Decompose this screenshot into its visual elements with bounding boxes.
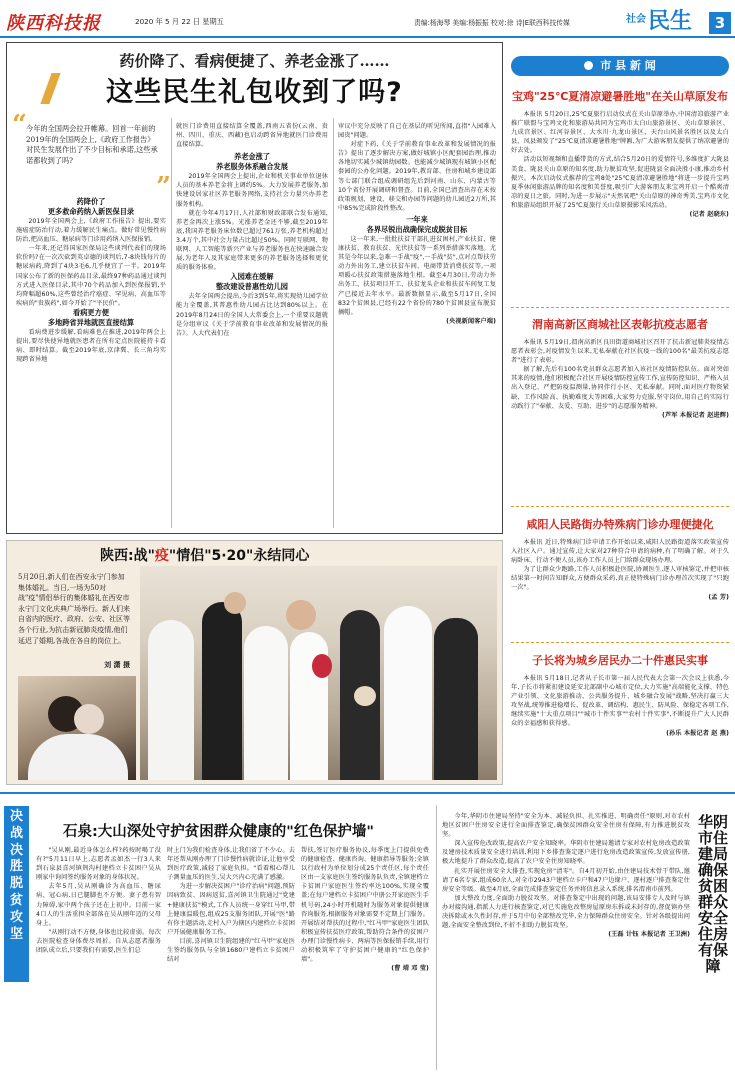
paragraph: 一年来,还记得国家医保局这些谈判代表们的现场软价吗?在一次次砍到英卓德的谈判后,7-8块钱每片的糖尿病药,降到了4块3毛6,几乎便宜了一半。2019年国家公布了新的医保药品目录,最终97种药品通过谈判方式进入医保目录,其中70个药品加入到医保报销,平均降幅超60%,这些曾经治疗癌症、罕见病、高血压等疾病的"贵族药",如今开始了"平民价"。 xyxy=(16,245,166,307)
photo-credit: 刘 潇 摄 xyxy=(104,661,130,669)
open-quote-icon: “ xyxy=(12,110,27,140)
bottom-column-2 xyxy=(167,846,295,964)
column-divider xyxy=(171,118,172,528)
news-byline: (记者 赵晓东) xyxy=(689,211,729,219)
byline: (曹 靖 邓 莹) xyxy=(391,965,429,973)
news-divider xyxy=(511,642,729,643)
column-divider xyxy=(333,118,334,528)
feature-kicker: 药价降了、看病便捷了、养老金涨了…… xyxy=(119,52,390,70)
paragraph: 目前,喜河镇卫生院组建的"红马甲"家庭医生签约服务队与全镇1680户建档立卡贫困户结对 xyxy=(167,937,295,964)
paragraph: 加大整改力度,全面助力脱贫攻坚。对排查鉴定中出现的问题,该局安排专人及时与镇办对接沟通,指派人力进行核查鉴定,对已实施危改整房屋原房东拆或未封存的,督促镇办坚决拆除或永久性封存,并于5月中旬全部整改完毕,全力保障群众住房安全。针对各级提出问题,全面安全整改到位,不折不扣助力脱贫攻坚。 xyxy=(442,894,690,930)
news-byline: (孟 芳) xyxy=(708,593,729,601)
news-body: 据了解,先后有100名党员群众志愿者加入该社区疫情防控队伍。面对突如其来的疫情,他们积极配合社区开展疫情防控宣传工作,宣传防控知识、严格入员出入登记、严把防疫温测量,协同伴行小区、无私奉献。同时,面对医疗物资紧缺、工作风险高、执勤难度大等困难,大家努力克服,坚守岗位,用自己的实际行动践行了"奉献、友爱、互助、进步"的志愿服务精神。 xyxy=(511,366,729,410)
bottom-column-3 xyxy=(301,846,429,973)
news-body: 活动以短视频和直播带货的方式,结合5月20日的爱情符号,多维度扩大陇县美食、陇县关山草原的知名度,助力脱贫攻坚,促进陇县全面决胜小康,推动乡村振兴。本次启动仪式推荐的宝鸡8处"25℃夏清凉避暑胜地"将进一步提升宝鸡夏季休闲旅游品牌的知名度和美誉度,吸引广大游客朋友来宝鸡开启一个酷爽清凉的夏日之旅。同时,为进一步展示"天然氧吧"关山草原的神奇秀美,宝鸡市文化和旅游局组织开展了25℃夏旅行关山草原摄影采风活动。 xyxy=(511,156,729,209)
column-divider xyxy=(436,805,437,1070)
masthead xyxy=(0,0,735,38)
news-item-3 xyxy=(511,516,729,602)
paragraph: 看病费进步缓解,看病难也在推进,2019年两会上提出,要尽快使异地就医患者在所有定点医院能持卡看病、即时结算。截至2019年底,京津冀、长三角均实现跨省异地 xyxy=(16,328,166,364)
bottom-column-4 xyxy=(442,812,690,939)
photo-story-title xyxy=(100,545,500,565)
paragraph: "吴从刚,最近身体怎么样?药按时喝了没有?"5月11日早上,志愿者孟如杰一行3人来到石泉县喜河镇荆沟村建档立卡贫困户吴从刚家中询问签约服务对象的身体状况。 xyxy=(36,847,161,882)
title-part: 陕西:战" xyxy=(100,548,155,564)
news-headline: 宝鸡"25℃夏清凉避暑胜地"在关山草原发布 xyxy=(511,90,729,103)
paragraph: 2019年全国两会上提出,企业和机关事业单位退休人员的基本养老金将上调约5%。大力发展养老服务,加快建设居家社区养老服务网络,支持社会力量兴办养老服务机构。 xyxy=(176,173,328,208)
feature-intro: 今年的全国两会拉开帷幕。回首一年前的2019年的全国两会上,《政府工作报告》对民生发展作出了不少目标和承诺,这些承诺都收到了吗? xyxy=(26,124,158,165)
subhead: 各界尽锐出战确保完成脱贫目标 xyxy=(366,224,468,234)
city-news-label: 市 县 新 闻 xyxy=(600,59,656,72)
paragraph: 审议中充分反映了自己在基层的听见所闻,直指"入园难入园贵"问题。 xyxy=(338,123,496,140)
photo-couple-kiss xyxy=(18,676,136,780)
news-item-2 xyxy=(511,316,729,420)
news-divider xyxy=(511,506,729,507)
bottom-headline: 石泉:大山深处守护贫困群众健康的"红色保护墙" xyxy=(63,824,374,840)
newspaper-logo: 陕西科技报 xyxy=(6,13,101,34)
title-part: "情侣"5·20"永结同心 xyxy=(168,548,310,564)
news-headline: 子长将为城乡居民办二十件惠民实事 xyxy=(532,654,708,667)
subhead: 多地跨省异地就医直接结算 xyxy=(47,317,135,327)
paragraph: 就在今年4月17日,人社部和财政部联合发布通知,养老金再次上涨5%。光涨养老金还不够,截至2019年底,我国养老服务床位数已超过761万张,养老机构超过3.4万个,其中社会力量占比超过50%。同时互联网、物联网、人工智能等新兴产业与养老服务也在快速融合发展,为老年人及其家庭带来更多的养老服务选择和更优质的服务体验。 xyxy=(176,209,329,272)
subhead: 养老服务体系融合发展 xyxy=(216,162,288,172)
news-body: 本报讯 5月18日,记者从子长市第一届人民代表大会第一次会议上获悉,今年,子长市将紧扣建设延安北部副中心城市定位,大力实施"高端能化支撑、特色产业引领、文化旅游推动、公共服务提升、城乡融合发展"战略,坚决打赢三大攻坚战,统筹推进稳增长、促改革、调结构、惠民生、防风险、保稳定各项工作,继续实施"十大重点项目""城市十件实事""农村十件实事",不断提升广大人民群众的幸福感和获得感。 xyxy=(511,675,729,728)
paragraph: 扎实开展住房安全大排查,实现危房"清零"。自4月初开始,由住建局技术骨干带队,邀请了6名专家,组成60余人,对全市2943户建档立卡户和47户边缘户、逐村逐户排查鉴定住房安全等级。截至4月底,全面完成排查鉴定任务并将信息录入系统,排名渭南市前列。 xyxy=(442,867,690,893)
news-body: 本报讯 近日,特殊病门诊申请工作开始以来,咸阳人民路街道落实政策宣传入社区入户。通过宣传,让大家对27种符合申请的病种,有了明确了解。对于久病卧床、行动不便人员,该办工作人员上门给群众现场办理。 xyxy=(511,539,729,565)
paragraph: 今年,华阴市住建局坚持"安全为本、减轻负担、扎实推进、明确责任"原则,对市农村地区贫困户住房安全进行全面排查鉴定,确保贫困群众安全住房有保障,有力推进脱贫攻坚。 xyxy=(442,813,690,839)
feature-column-1 xyxy=(16,197,166,364)
paragraph: 2019年全国两会上,《政府工作报告》提出,要实施癌症防治行动,着力缓解民生痛点。做好常见慢性病防治,把高血压、糖尿病等门诊用药纳入医保报销。 xyxy=(16,218,166,244)
news-divider xyxy=(511,307,729,308)
paragraph: 为进一步解决贫困户"诊疗治病"问题,预防因病致贫、因病返贫,喜河镇卫生院通过"党建+健康扶贫"模式,工作人员统一身穿红马甲,带上健康温暖包,组成25支服务团队,开展"医"路有你主题活动,走村入户为辖区内建档立卡贫困户开展健康服务工作。 xyxy=(167,883,295,936)
paragraph: 帮扶,签订医疗服务协议,每季度上门提供免费的健康检查、健康咨询、健康指导等服务;全镇以行政村为单位划分成25个责任区,每个责任区由一支家庭医生签约服务队负责,全镇建档立卡贫困户家庭医生签约率达100%,实现全覆盖;在每户建档立卡贫困户中册公开家庭医生手机号码,24小时开机随时为服务对象提供健康咨询服务,根据服务对象需要不定期上门服务。开展结对帮扶的过程中,"红马甲"家庭医生团队积极宣传扶贫医疗政策,帮助符合条件的贫困户办理门诊慢性病卡、两病等医保报销手续,用行动积极筑牢了守护贫困户健康的"红色保护墙"。 xyxy=(301,847,429,964)
subhead: 看病更方便 xyxy=(73,307,109,317)
news-body: 本报讯 5月19日,渭南高新区良田街道商城社区召开了抗击新冠肺炎疫情志愿者表彰会,对疫情发生以来,无私奉献在社区抗疫一线的100名"最美抗疫志愿者"进行了表彰。 xyxy=(511,339,729,365)
photo-group-wedding xyxy=(140,566,497,780)
paragraph: 时上门为我们检查身体,让我们省了不少心。去年还帮从刚办理了门诊慢性病就诊证,让他享受到医疗政策,减轻了家庭负担。"看着相心帮儿子测量血压的医生,吴大兴内心充满了感激。 xyxy=(167,847,295,882)
close-quote-icon: ” xyxy=(156,172,171,202)
subhead: 养老金涨了 xyxy=(234,152,270,162)
news-headline: 咸阳人民路街办特殊病门诊办理便捷化 xyxy=(526,518,714,531)
news-byline: (芦军 本报记者 赵进辉) xyxy=(662,411,729,419)
paragraph: 去年全国两会提出,今后3到5年,将实现幼儿园学位能力全覆盖,其普惠性幼儿园占比达到80%以上。在2019年8月24日的全国人大常委会上,一个重要议题就是分组审议《关于学前教育事业改革和发展情况的报告》。人大代表们在 xyxy=(176,293,328,337)
feature-headline: 这些民生礼包收到了吗? xyxy=(106,77,403,108)
paragraph: 这一年来,一批批扶贫干部扎进贫困村,产业扶贫、健康扶贫、教育扶贫、光伏扶贫等一系列举措落实落地。尤其是今年以来,急难一手战"疫",一手战"贫",点对点帮扶劳动力外出务工,建立扶贫车间、电商带货消费扶贫等,一项项暖心扶贫政策措施落地生根。截至4月30日,劳动力外出务工、扶贫项目开工、扶贫龙头企业和扶贫车间复工复产已接近去年水平。最新数据显示,截至5月17日,全国832个贫困县,已经有22个省份的780个贫困县宣布脱贫摘帽。 xyxy=(338,235,496,316)
section-title: 民生 xyxy=(648,8,693,34)
subhead: 整改建设普惠性幼儿园 xyxy=(216,282,288,292)
editor-credits: 责编:杨海琴 美编:杨振振 校对:徐 诗|E联西科技传媒 xyxy=(414,19,570,27)
photo-caption: 5月20日,新人们在西安永宁门参加集体婚礼。当日,一场为50对战"疫"情侣举行的集体婚礼在西安市永宁门文化庆典广场举行。新人们来自省内的医疗、政府、公安、社区等各个行业,为抗击新冠肺炎疫情,他们延迟了婚期,各战在各自的岗位上。 xyxy=(18,573,130,645)
feature-column-2 xyxy=(176,122,328,338)
subhead: 更多救命药纳入新医保目录 xyxy=(47,207,135,216)
paragraph: "从刚行动不方便,身体也比较虚弱。每次去医院检查身体费尽周折。自从志愿者服务团队成立后,只要我们有需要,医生们总 xyxy=(36,928,161,955)
bullet-icon xyxy=(584,61,593,70)
feature-column-3 xyxy=(338,122,496,326)
paragraph: 深入宣传危改政策,提高农户安全知晓率。华阴市住建局邀请专家对农村危房改造政策及建房技术质量安全进行培训,利用下乡排查鉴定逐户进行危房改造政策宣传,发放宣传册,极大地提升了群众改造,提高了农户安全住房知晓率。 xyxy=(442,840,690,866)
news-body: 本报讯 5月20日,25℃夏旅行启动仪式在关山草原举办,中国清凉旅游产业推广联盟与宝鸡文化和旅游局共同为宝鸡市太白山旅游景区、关山草原景区、九成宫景区、红河谷景区、大水川·九龙山景区、天台山风景名胜区以及太白县、凤县颁发了"25℃夏清凉避暑胜地"牌匾,为广大游客朋友提供了纳凉避暑的好去处。 xyxy=(511,111,729,155)
subhead: 药降价了 xyxy=(76,197,106,206)
paragraph: 就医门诊费用直接结算全覆盖,西南五省份(云南、贵州、四川、重庆、西藏)也启动跨省异地就医门诊费用直接结算。 xyxy=(176,123,328,149)
bottom-column-1 xyxy=(36,846,161,955)
subhead: 一年来 xyxy=(406,214,428,224)
news-byline: (孙乐 本报记者 赵 燕) xyxy=(666,729,729,737)
news-item-4 xyxy=(511,652,729,738)
source-credit: (央视新闻客户端) xyxy=(446,317,496,325)
title-part: 疫 xyxy=(154,548,169,564)
poverty-column-tag: 决战决胜脱贫攻坚 xyxy=(4,806,29,982)
paragraph: 去年5月,吴从刚确诊为高血压、糖尿病、冠心病,日已腿脚也不方便。妻子患有智力障碍,家中两个孩子还在上初中。目前一家4口人的生活重担全部落在吴从刚年迈的父母身上。 xyxy=(36,883,161,927)
page-number: 3 xyxy=(709,12,731,34)
subhead: 入园难在缓解 xyxy=(230,272,274,282)
news-headline: 渭南高新区商城社区表彰抗疫志愿者 xyxy=(532,318,708,331)
news-item-1 xyxy=(511,88,729,219)
news-body: 为了让群众少跑路,工作人员积极赴医院,协调医生,逐人审核鉴定,并把审核结果第一时间告知群众,方便群众采药,真正使特殊病门诊办理首次实现了"只跑一次"。 xyxy=(511,566,729,592)
section-label: 社会 xyxy=(626,14,646,25)
paragraph: 对症下药,《关于学前教育事业改革和发展情况的报告》提出了逐步解决方案,做好城镇小区配套园治理,推动各地切实减少城镇幼园数。也能减少城镇现有城镇小区配套园的公办化问题。2019年,教育部、住房和城乡建设部等七部门联合组成调研组先后到河南、山东、内蒙古等10个省份开展调研和督查。目前,全国已清查出存在未按政策规划、建设、移交和办园等问题的幼儿园近2万所,其中85%完成阶段性整改。 xyxy=(338,141,496,212)
byline: (王磊 计钰 本报记者 王卫洲) xyxy=(608,931,690,939)
vertical-headline: 华阴市住建局确保贫困群众安全住房有保障 xyxy=(698,813,729,975)
dateline: 2020 年 5 月 22 日 星期五 xyxy=(135,17,224,26)
bottom-section-rule xyxy=(0,792,735,794)
city-news-band xyxy=(511,56,729,76)
